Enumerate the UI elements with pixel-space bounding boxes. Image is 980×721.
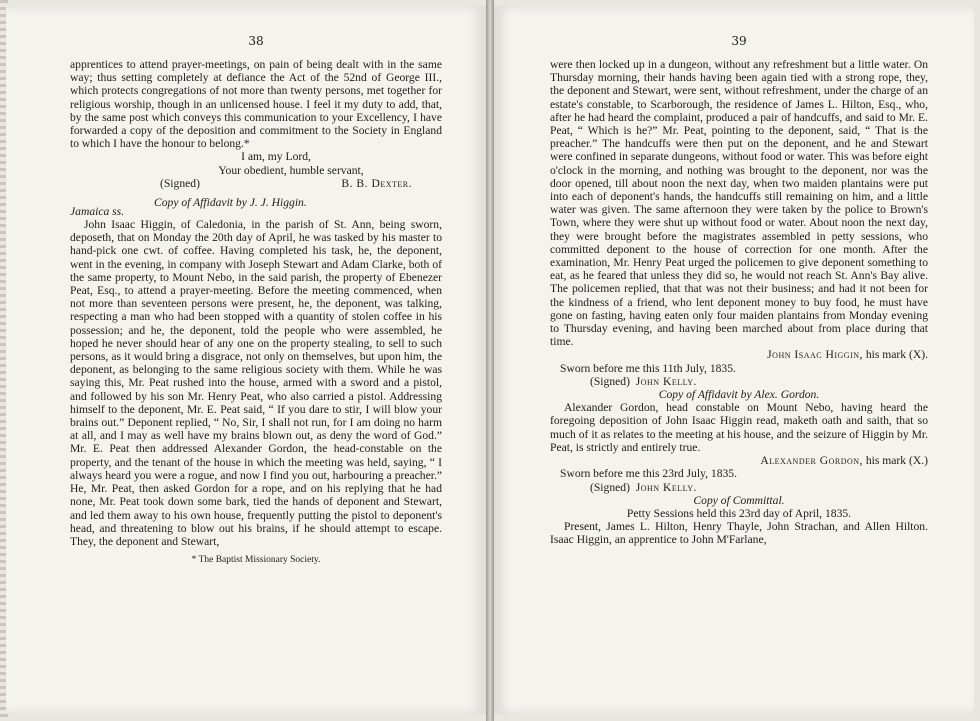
signed1-label: (Signed): [590, 374, 630, 388]
signed2-name: John Kelly.: [635, 480, 697, 494]
venue-label: Jamaica ss.: [70, 205, 125, 219]
page-number-right: 39: [731, 34, 747, 48]
signed-line-1: [550, 375, 928, 388]
mark2-suffix: his mark (X.): [865, 454, 928, 468]
right-paragraph-4: Present, James L. Hilton, Henry Thayle, John Strachan, and Allen Hilton. Isaac Higgin, an apprentice to John M'Farlane,: [550, 520, 928, 547]
signed-label: (Signed): [160, 176, 200, 190]
dexter-signature: [70, 177, 442, 190]
sworn-line-1: Sworn before me this 11th July, 1835.: [560, 361, 736, 375]
signed2-label: (Signed): [590, 480, 630, 494]
affidavit-heading-row: [70, 196, 442, 218]
closing-line-2: Your obedient, humble servant,: [218, 163, 364, 177]
right-paragraph-3: Petty Sessions held this 23rd day of April, 1835.: [626, 506, 852, 520]
footnote: * The Baptist Missionary Society.: [191, 555, 321, 566]
mark1-name: John Isaac Higgin,: [767, 348, 863, 362]
sworn-line-2: Sworn before me this 23rd July, 1835.: [560, 467, 737, 481]
higgin-mark: [550, 348, 928, 361]
signed1-name: John Kelly.: [635, 374, 697, 388]
signer-name: B. B. Dexter.: [341, 176, 412, 190]
left-page: [6, 6, 486, 714]
committal-heading: Copy of Committal.: [693, 493, 785, 507]
book-gutter: [486, 0, 494, 721]
page-number-left: 38: [248, 34, 264, 48]
gordon-heading: Copy of Affidavit by Alex. Gordon.: [658, 388, 820, 402]
left-paragraph-1: apprentices to attend prayer-meetings, on pain of being dealt with in the same way; thus setting completely at defiance the Act of the 52nd of George III., which protects congregations of not more than twenty persons, met together for religious worship, though in an unlicensed house. I feel it my duty to add, that, by the same post which conveys this communication to your Excellency, I have forwarded a copy of the deposition and commitment to the Society in England to which I have the honour to belong.*: [70, 58, 442, 151]
closing-line-1: I am, my Lord,: [241, 150, 311, 164]
gordon-mark: [550, 454, 928, 467]
right-paragraph-2: Alexander Gordon, head constable on Mount Nebo, having heard the foregoing deposition of John Isaac Higgin read, maketh oath and saith, that so much of it as relates to the meeting at his house, and the seizure of Higgin by Mr. Peat, is strictly and entirely true.: [550, 401, 928, 454]
signed-line-2: [550, 481, 928, 494]
right-page: [494, 6, 974, 714]
right-paragraph-1: were then locked up in a dungeon, without any refreshment but a little water. On Thursday morning, their hands having been again tied with a strong rope, they, the deponent and Stewart, were sent, without refreshment, under the charge of an estate's constable, to Scarborough, the residence of James L. Hilton, Esq., who, after he had heard the complaint, produced a pair of handcuffs, and said to Mr. E. Peat, “ Which is he?” Mr. Peat, pointing to the deponent, said, “ That is the preacher.” The handcuffs were then put on the deponent, and he and Stewart were confined in separate dungeons, without food or water. This was before eight o'clock in the morning, and nothing was brought to the deponent, nor was the door opened, till about noon the next day, when two maiden plantains were put into each of deponent's hands, the handcuffs still remaining on him, and a little water was given. The same afternoon they were taken by the police to Brown's Town, where they were shut up without food or water. About noon the next day, they were brought before the magistrates assembled in petty sessions, who committed deponent to the house of correction for one month. After the examination, Mr. Henry Peat urged the policemen to give deponent something to eat, as he feared that unless they did so, he would not reach St. Ann's Bay alive. The policemen replied, that that was not their business; and had it not been for the kindness of a friend, who lent deponent money to buy food, he must have gone on fasting, having eaten only four maiden plantains from Monday evening to Thursday evening, and having been marched about from place during that time.: [550, 58, 928, 349]
affidavit-heading: Copy of Affidavit by J. J. Higgin.: [154, 196, 307, 210]
left-paragraph-2: John Isaac Higgin, of Caledonia, in the parish of St. Ann, being sworn, deposeth, that on Monday the 20th day of April, he was tasked by his master to hand-pick one cwt. of coffee. Having completed his task, he, the deponent, went in the evening, in company with Joseph Stewart and Adam Clarke, both of the same property, to Mount Nebo, in the said parish, the property of Ebenezer Peat, Esq., to attend a prayer-meeting. Before the meeting commenced, when not more than seventeen persons were present, he, the deponent, was talking, respecting a man who had been stopped with a quantity of stolen coffee in his possession; and he, the deponent, told the people who were assembled, he hoped he never should hear of any one on the property stealing, to sell to such persons, as it would bring a disgrace, not only on themselves, but upon him, the deponent, as belonging to the same religious society with them. While he was saying this, Mr. Peat rushed into the house, armed with a sword and a pistol, and followed by his son Mr. Henry Peat, who also carried a pistol. Addressing himself to the deponent, Mr. E. Peat said, “ If you dare to stir, I will blow your brains out.” Deponent replied, “ No, Sir, I shall not run, for I am doing no harm at all, and I may as well have my brains blown out, as deny the word of God.” Mr. E. Peat then addressed Alexander Gordon, the head-constable on the property, and the tenant of the house in which the meeting was held, saying, “ I always heard you were a rogue, and now I find you out, harbouring a preacher.” He, Mr. Peat, then asked Gordon for a rope, and on his replying that he had none, Mr. Peat took down some bark, tied the hands of deponent and Stewart, and led them away to his own house, frequently putting the pistol to deponent's head, and threatening to blow out his brains, if he should attempt to escape. They, the deponent and Stewart,: [70, 218, 442, 548]
mark2-name: Alexander Gordon,: [760, 454, 863, 468]
mark1-suffix: his mark (X).: [865, 348, 928, 362]
